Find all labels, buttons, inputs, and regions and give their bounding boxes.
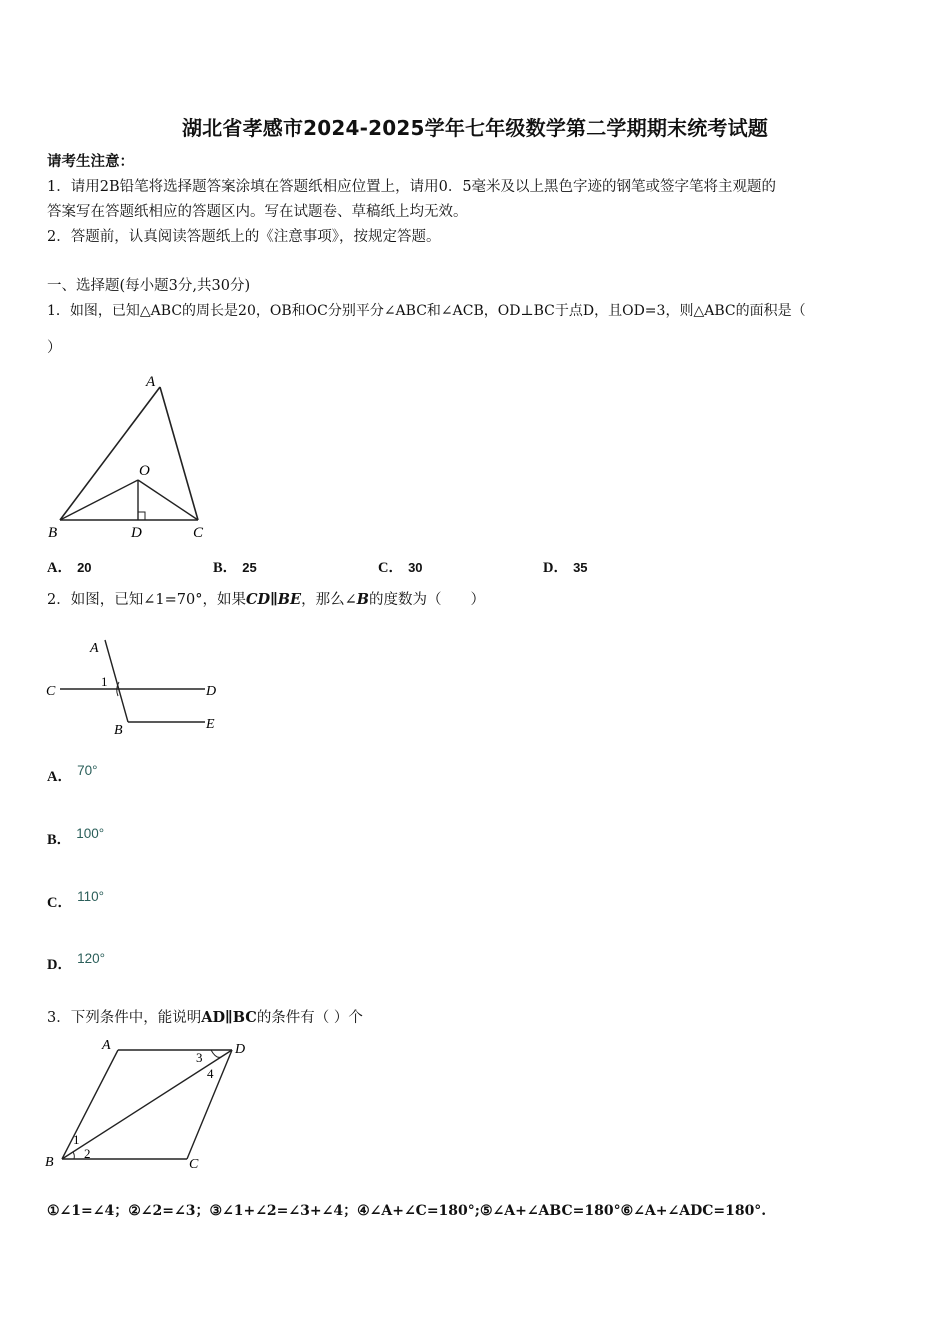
q2-stem-parallel: ∥ bbox=[270, 591, 278, 608]
q1-option-c[interactable] bbox=[378, 556, 423, 577]
q1-figure bbox=[40, 370, 220, 545]
q2-figure bbox=[40, 630, 230, 740]
q3-label-1: 1 bbox=[73, 1132, 80, 1147]
q1-label-c: C bbox=[193, 525, 204, 541]
q1-option-b-letter: B． bbox=[213, 560, 238, 576]
q2-stem-prefix: 2．如图，已知∠1=70°，如果 bbox=[47, 592, 246, 608]
q2-option-b-letter: B． bbox=[47, 832, 72, 848]
q3-label-a: A bbox=[102, 1038, 111, 1053]
q3-conditions: ①∠1=∠4；②∠2=∠3；③∠1+∠2=∠3+∠4；④∠A+∠C=180°;⑤∠A+∠ABC=180°⑥∠A+∠ADC=180°. bbox=[47, 1203, 767, 1219]
q3-label-4: 4 bbox=[207, 1066, 214, 1081]
q2-stem bbox=[47, 587, 485, 613]
q2-label-a: A bbox=[90, 641, 99, 656]
q3-stem-suffix: 的条件有（ ）个 bbox=[256, 1010, 363, 1026]
q1-label-a: A bbox=[146, 374, 156, 390]
q3-label-d: D bbox=[235, 1042, 246, 1057]
q1-option-c-letter: C． bbox=[378, 560, 403, 576]
q2-option-c[interactable] bbox=[47, 891, 104, 912]
page-title: 湖北省孝感市2024-2025学年七年级数学第二学期期末统考试题 bbox=[181, 116, 769, 140]
q1-label-b: B bbox=[48, 525, 58, 541]
notice-line-1a: 1．请用2B铅笔将选择题答案涂填在答题纸相应位置上，请用0．5毫米及以上黑色字迹的钢笔或签字笔将主观题的 bbox=[47, 179, 777, 195]
q1-option-a-value: 20 bbox=[77, 560, 92, 575]
q1-option-d-letter: D． bbox=[543, 560, 568, 576]
q1-option-a[interactable] bbox=[47, 556, 92, 577]
section-heading: 一、选择题(每小题3分,共30分) bbox=[47, 278, 251, 294]
q2-option-d[interactable] bbox=[47, 953, 105, 974]
q1-label-o: O bbox=[139, 463, 150, 479]
q1-option-b[interactable] bbox=[213, 556, 257, 577]
q2-option-c-value: 110° bbox=[77, 889, 104, 904]
q2-label-b: B bbox=[114, 723, 123, 738]
q2-option-b-value: 100° bbox=[76, 826, 105, 841]
q2-stem-b: B bbox=[356, 591, 369, 608]
q2-option-a[interactable] bbox=[47, 765, 98, 786]
q2-stem-be: BE bbox=[277, 591, 302, 608]
q2-stem-mid: ，那么∠ bbox=[301, 592, 357, 608]
q2-stem-suffix: 的度数为（ ） bbox=[369, 592, 485, 608]
q2-option-a-letter: A． bbox=[47, 769, 72, 785]
q2-label-c: C bbox=[46, 684, 56, 699]
q2-label-e: E bbox=[206, 717, 215, 732]
q1-option-d[interactable] bbox=[543, 556, 588, 577]
q2-option-d-value: 120° bbox=[77, 951, 106, 966]
q1-option-a-letter: A． bbox=[47, 560, 72, 576]
notice-line-2: 2．答题前，认真阅读答题纸上的《注意事项》，按规定答题。 bbox=[47, 229, 441, 245]
q2-stem-cd: CD bbox=[245, 591, 271, 608]
q2-option-b[interactable] bbox=[47, 828, 104, 849]
q2-option-c-letter: C． bbox=[47, 895, 72, 911]
q1-option-c-value: 30 bbox=[408, 560, 423, 575]
q1-stem-end: ） bbox=[47, 340, 62, 356]
q3-label-2: 2 bbox=[84, 1146, 91, 1161]
q3-stem bbox=[47, 1005, 363, 1031]
q1-option-d-value: 35 bbox=[573, 560, 588, 575]
q3-label-3: 3 bbox=[196, 1050, 203, 1065]
q2-option-d-letter: D． bbox=[47, 957, 72, 973]
q3-label-b: B bbox=[45, 1155, 54, 1170]
q2-label-d: D bbox=[206, 684, 217, 699]
q1-label-d: D bbox=[131, 525, 142, 541]
notice-heading: 请考生注意： bbox=[47, 153, 134, 170]
q3-label-c: C bbox=[189, 1157, 199, 1172]
q3-stem-ad-bc: AD∥BC bbox=[201, 1009, 257, 1026]
q1-option-b-value: 25 bbox=[242, 560, 257, 575]
q3-stem-prefix: 3．下列条件中，能说明 bbox=[47, 1010, 202, 1026]
q3-figure bbox=[40, 1035, 260, 1175]
q1-stem: 1．如图，已知△ABC的周长是20，OB和OC分别平分∠ABC和∠ACB，OD⊥BC于点D，且OD=3，则△ABC的面积是（ bbox=[47, 303, 806, 319]
q2-label-1: 1 bbox=[101, 674, 108, 689]
notice-line-1b: 答案写在答题纸相应的答题区内。写在试题卷、草稿纸上均无效。 bbox=[47, 204, 468, 220]
q2-option-a-value: 70° bbox=[77, 763, 98, 778]
